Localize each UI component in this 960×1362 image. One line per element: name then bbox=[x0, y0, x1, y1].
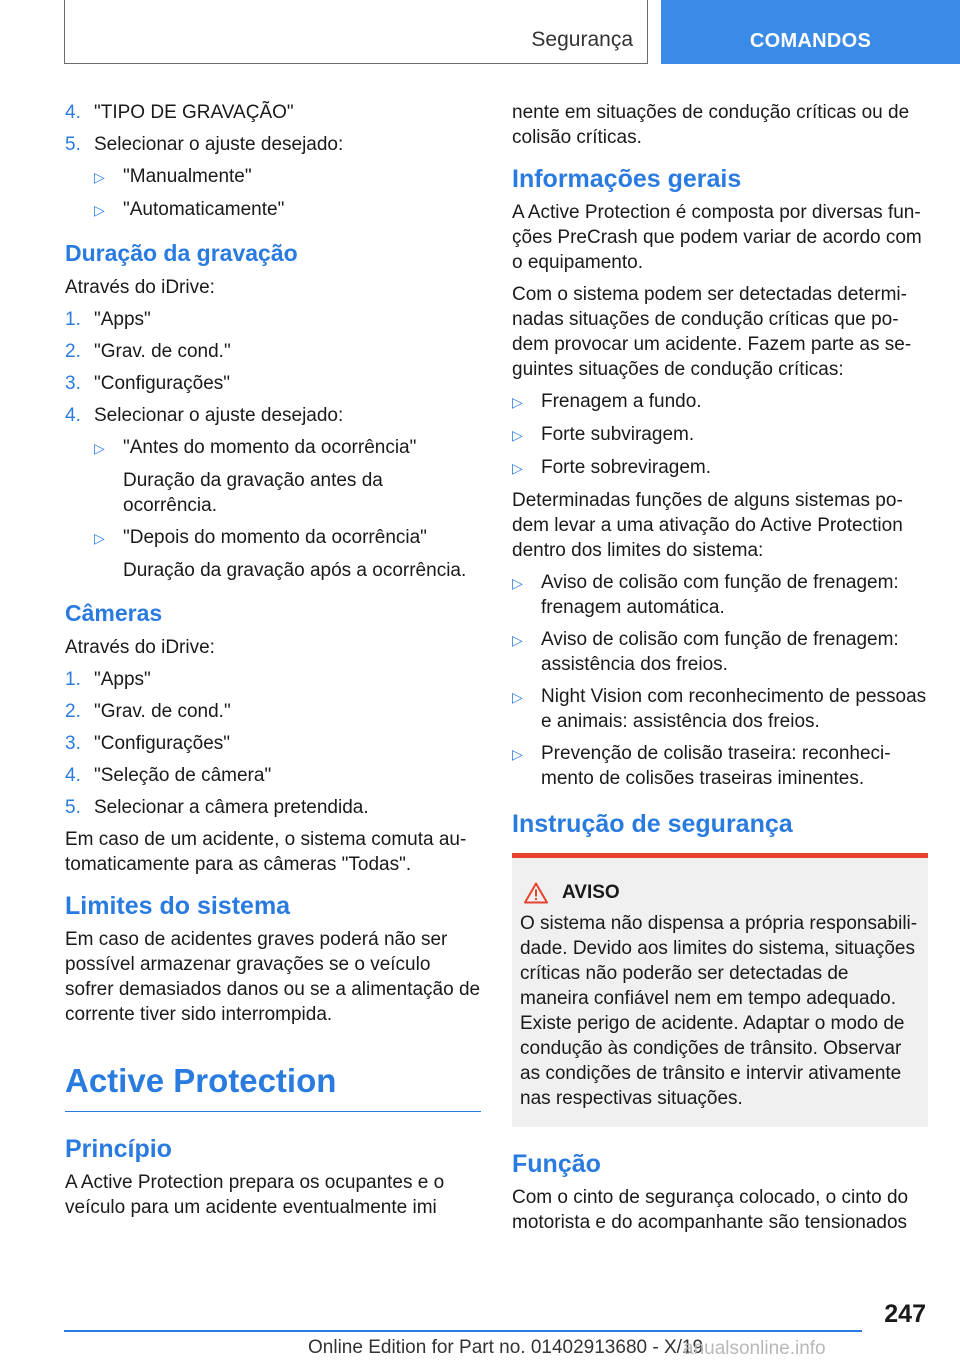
bullet-item: ▷ Night Vision com reconhecimento de pessoas e animais: assistência dos freios. bbox=[512, 686, 927, 732]
footer-divider bbox=[64, 1330, 862, 1332]
warning-triangle-icon bbox=[524, 882, 548, 904]
sub-list-item: ▷ "Manualmente" bbox=[94, 164, 481, 190]
warning-text: O sistema não dispensa a própria responsabilidade. Devido aos limites do sistema, situações críticas não poderão ser detectadas de maneira confiável nem em tempo adequado. Existe perigo de acidente. Adaptar o modo de condução às condições de trânsito. Observar as condições de trânsito e intervir ativamente nas respectivas situações. bbox=[520, 913, 918, 1109]
list-item: 3. "Configurações" bbox=[65, 733, 231, 754]
list-item: 5. Selecionar a câmera pretendida. bbox=[65, 797, 369, 818]
header-section-title: Segurança bbox=[531, 28, 633, 51]
bullet-item: ▷ Aviso de colisão com função de frenagem: assistência dos freios. bbox=[512, 629, 899, 675]
heading-funcao: Função bbox=[512, 1150, 601, 1178]
list-item: 1. "Apps" bbox=[65, 669, 151, 690]
bullet-item: ▷ Prevenção de colisão traseira: reconhecimento de colisões traseiras iminentes. bbox=[512, 743, 891, 789]
page-number: 247 bbox=[884, 1300, 926, 1328]
heading-duracao: Duração da gravação bbox=[65, 240, 298, 266]
right-column bbox=[512, 100, 928, 1242]
sub-list-item: ▷ "Depois do momento da ocorrência" bbox=[94, 525, 481, 551]
triangle-bullet-icon: ▷ bbox=[94, 169, 105, 185]
triangle-bullet-icon: ▷ bbox=[512, 394, 523, 410]
list-item: 4. Selecionar o ajuste desejado: bbox=[65, 405, 344, 426]
list-item: 1. "Apps" bbox=[65, 309, 151, 330]
heading-principio: Princípio bbox=[65, 1135, 172, 1163]
paragraph: A Active Protection é composta por diversas funções PreCrash que podem variar de acordo com o equipamento. bbox=[512, 202, 922, 273]
triangle-bullet-icon: ▷ bbox=[512, 746, 523, 762]
footer-watermark: anualsonline.info bbox=[683, 1338, 826, 1359]
heading-informacoes: Informações gerais bbox=[512, 165, 742, 193]
heading-cameras: Câmeras bbox=[65, 600, 163, 626]
paragraph: A Active Protection prepara os ocupantes e o veículo para um acidente eventualmente imi bbox=[65, 1172, 445, 1218]
paragraph: Em caso de acidentes graves poderá não ser possível armazenar gravações se o veículo sofrer demasiados danos ou se a alimentação de corrente tiver sido interrompida. bbox=[65, 929, 481, 1025]
paragraph: Com o sistema podem ser detectadas determinadas situações de condução críticas que podem provocar um acidente. Fazem parte as seguintes situações de condução críticas: bbox=[512, 284, 912, 380]
warning-box bbox=[512, 853, 928, 1127]
triangle-bullet-icon: ▷ bbox=[512, 575, 523, 591]
sub-item-description: Duração da gravação antes da ocorrência. bbox=[123, 470, 383, 516]
triangle-bullet-icon: ▷ bbox=[512, 689, 523, 705]
sub-list-item: ▷ "Antes do momento da ocorrência" bbox=[94, 435, 481, 461]
header-tab-comandos[interactable]: COMANDOS bbox=[661, 0, 960, 64]
list-item: 5. Selecionar o ajuste desejado: bbox=[65, 134, 344, 155]
list-item: 3. "Configurações" bbox=[65, 373, 231, 394]
triangle-bullet-icon: ▷ bbox=[94, 440, 105, 456]
heading-limites: Limites do sistema bbox=[65, 892, 291, 920]
paragraph: Em caso de um acidente, o sistema comuta automaticamente para as câmeras "Todas". bbox=[65, 829, 467, 875]
triangle-bullet-icon: ▷ bbox=[512, 632, 523, 648]
header-section-box bbox=[64, 0, 648, 64]
chapter-title-active-protection: Active Protection bbox=[65, 1061, 481, 1112]
list-item: 4. "TIPO DE GRAVAÇÃO" bbox=[65, 102, 294, 123]
triangle-bullet-icon: ▷ bbox=[512, 427, 523, 443]
bullet-item: ▷ Aviso de colisão com função de frenagem: frenagem automática. bbox=[512, 572, 899, 618]
paragraph: Através do iDrive: bbox=[65, 277, 215, 298]
list-item: 4. "Seleção de câmera" bbox=[65, 765, 272, 786]
heading-instrucao: Instrução de segurança bbox=[512, 810, 793, 838]
warning-title: AVISO bbox=[520, 880, 920, 905]
paragraph: Determinadas funções de alguns sistemas podem levar a uma ativação do Active Protection dentro dos limites do sistema: bbox=[512, 490, 903, 561]
sub-item-description: Duração da gravação após a ocorrência. bbox=[123, 560, 467, 581]
paragraph: Através do iDrive: bbox=[65, 637, 215, 658]
paragraph: Com o cinto de segurança colocado, o cinto do motorista e do acompanhante são tensionados bbox=[512, 1187, 909, 1233]
footer-edition: Online Edition for Part no. 01402913680 - X/19 bbox=[308, 1337, 704, 1358]
bullet-item: ▷ Forte subviragem. bbox=[512, 422, 928, 448]
triangle-bullet-icon: ▷ bbox=[512, 460, 523, 476]
list-item: 2. "Grav. de cond." bbox=[65, 701, 231, 722]
list-item: 2. "Grav. de cond." bbox=[65, 341, 231, 362]
triangle-bullet-icon: ▷ bbox=[94, 530, 105, 546]
paragraph: nente em situações de condução críticas ou de colisão críticas. bbox=[512, 102, 910, 148]
bullet-item: ▷ Forte sobreviragem. bbox=[512, 455, 928, 481]
sub-list-item: ▷ "Automaticamente" bbox=[94, 197, 481, 223]
triangle-bullet-icon: ▷ bbox=[94, 202, 105, 218]
bullet-item: ▷ Frenagem a fundo. bbox=[512, 389, 928, 415]
left-column bbox=[65, 100, 481, 1227]
